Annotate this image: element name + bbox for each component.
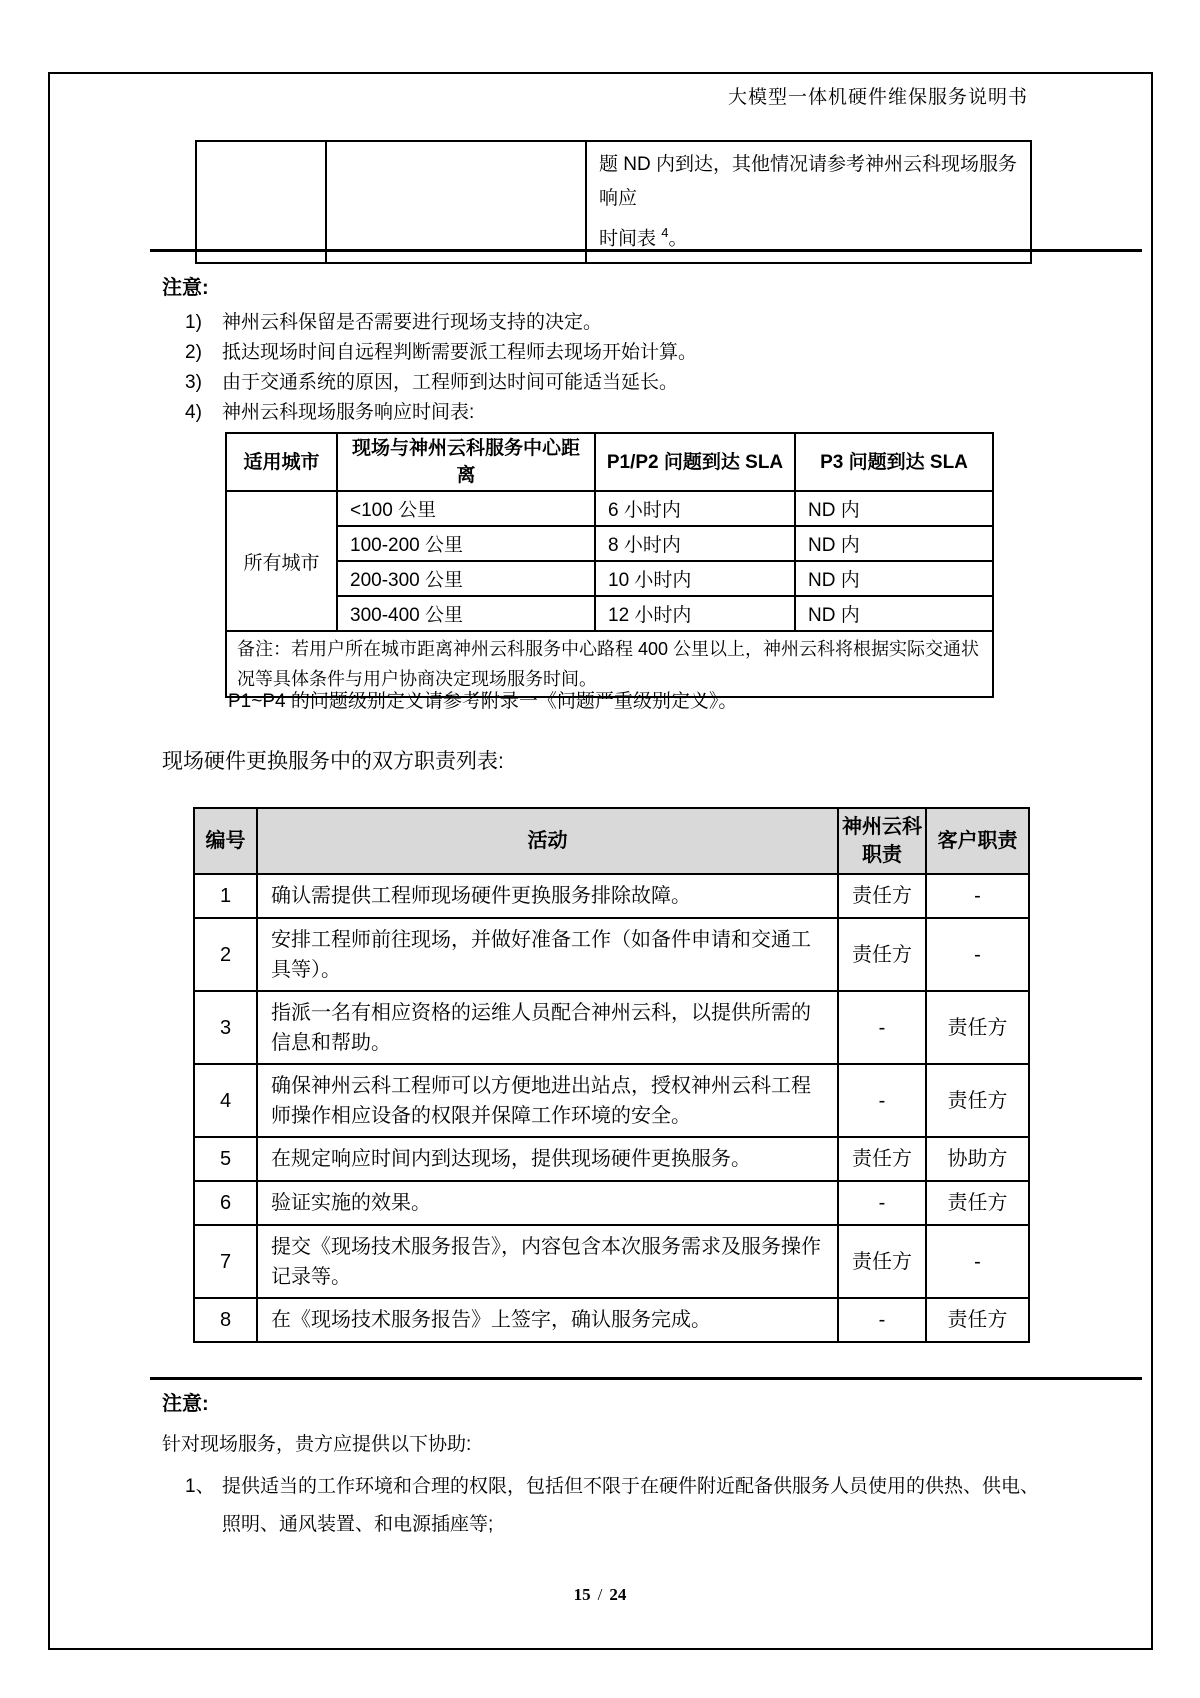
- note-item-text: 抵达现场时间自远程判断需要派工程师去现场开始计算。: [222, 342, 698, 363]
- resp-customer-cell: 责任方: [926, 991, 1029, 1064]
- footer-separator: /: [597, 1585, 603, 1604]
- resp-row: [194, 1064, 1029, 1137]
- assist-item-text: 提供适当的工作环境和合理的权限，包括但不限于在硬件附近配备供服务人员使用的供热、供电、照明、通风装置、和电源插座等;: [222, 1476, 1040, 1535]
- resp-no-cell: 7: [194, 1225, 257, 1298]
- continuation-line-1: 题 ND 内到达，其他情况请参考神州云科现场服务响应: [599, 154, 1018, 209]
- sla-p3-cell: ND 内: [795, 561, 993, 596]
- sla-distance-cell: 200-300 公里: [337, 561, 595, 596]
- note-item-number: 3): [185, 372, 202, 393]
- resp-header-no: 编号: [194, 808, 257, 874]
- section-divider-line-bottom: [150, 1377, 1142, 1380]
- sla-p3-cell: ND 内: [795, 596, 993, 631]
- resp-customer-cell: 责任方: [926, 1181, 1029, 1225]
- sla-p1p2-cell: 6 小时内: [595, 491, 795, 526]
- assist-item: [185, 1468, 1052, 1544]
- continuation-text-cell: [586, 141, 1031, 263]
- note-item: [185, 368, 697, 398]
- resp-activity-cell: 指派一名有相应资格的运维人员配合神州云科，以提供所需的信息和帮助。: [257, 991, 838, 1064]
- footer-total-pages: 24: [609, 1585, 627, 1604]
- note-item: [185, 338, 697, 368]
- note-item-text: 神州云科现场服务响应时间表:: [222, 402, 475, 423]
- sla-row: [226, 491, 993, 526]
- sla-row: [226, 526, 993, 561]
- resp-vendor-cell: -: [838, 991, 926, 1064]
- note-item: [185, 308, 697, 338]
- resp-activity-cell: 在规定响应时间内到达现场，提供现场硬件更换服务。: [257, 1137, 838, 1181]
- page-footer: [0, 1585, 1200, 1605]
- sla-p1p2-cell: 8 小时内: [595, 526, 795, 561]
- resp-activity-cell: 确认需提供工程师现场硬件更换服务排除故障。: [257, 874, 838, 918]
- sla-remark-cell: 备注：若用户所在城市距离神州云科服务中心路程 400 公里以上，神州云科将根据实际交通状况等具体条件与用户协商决定现场服务时间。: [226, 631, 993, 697]
- sla-header-p3: P3 问题到达 SLA: [795, 433, 993, 491]
- sla-distance-cell: 300-400 公里: [337, 596, 595, 631]
- sla-header-city: 适用城市: [226, 433, 337, 491]
- footer-page-number: 15: [573, 1585, 591, 1604]
- resp-row: [194, 874, 1029, 918]
- continuation-empty-cell-2: [326, 141, 586, 263]
- resp-vendor-cell: 责任方: [838, 874, 926, 918]
- p1p4-definition-note: P1~P4 的问题级别定义请参考附录一《问题严重级别定义》。: [228, 691, 738, 712]
- continuation-line-2: 时间表 $^4$。: [599, 225, 688, 250]
- resp-header-activity: 活动: [257, 808, 838, 874]
- resp-no-cell: 2: [194, 918, 257, 991]
- assist-intro: 针对现场服务，贵方应提供以下协助:: [162, 1434, 472, 1455]
- footnote-superscript: 4: [661, 225, 669, 240]
- resp-customer-cell: 协助方: [926, 1137, 1029, 1181]
- section-title: 现场硬件更换服务中的双方职责列表:: [162, 750, 504, 773]
- responsibilities-table: [193, 807, 1030, 1343]
- sla-distance-cell: 100-200 公里: [337, 526, 595, 561]
- section-divider-line-top: [150, 249, 1142, 252]
- resp-row: [194, 1298, 1029, 1342]
- resp-no-cell: 6: [194, 1181, 257, 1225]
- resp-no-cell: 5: [194, 1137, 257, 1181]
- resp-header-row: [194, 808, 1029, 874]
- resp-activity-cell: 安排工程师前往现场，并做好准备工作（如备件申请和交通工具等）。: [257, 918, 838, 991]
- sla-p3-cell: ND 内: [795, 491, 993, 526]
- sla-p1p2-cell: 12 小时内: [595, 596, 795, 631]
- continuation-row: [196, 141, 1031, 263]
- resp-no-cell: 4: [194, 1064, 257, 1137]
- resp-row: [194, 918, 1029, 991]
- resp-vendor-cell: -: [838, 1064, 926, 1137]
- sla-city-cell: 所有城市: [226, 491, 337, 631]
- resp-no-cell: 8: [194, 1298, 257, 1342]
- resp-vendor-cell: -: [838, 1298, 926, 1342]
- resp-activity-cell: 提交《现场技术服务报告》，内容包含本次服务需求及服务操作记录等。: [257, 1225, 838, 1298]
- resp-vendor-cell: 责任方: [838, 1225, 926, 1298]
- resp-row: [194, 1137, 1029, 1181]
- sla-header-p1p2: P1/P2 问题到达 SLA: [595, 433, 795, 491]
- sla-remark-row: [226, 631, 993, 697]
- note-item: [185, 398, 697, 428]
- sla-row: [226, 596, 993, 631]
- sla-p1p2-cell: 10 小时内: [595, 561, 795, 596]
- resp-customer-cell: 责任方: [926, 1064, 1029, 1137]
- note-item-text: 神州云科保留是否需要进行现场支持的决定。: [222, 312, 603, 333]
- sla-distance-cell: <100 公里: [337, 491, 595, 526]
- resp-header-vendor: 神州云科职责: [838, 808, 926, 874]
- document-header-title: 大模型一体机硬件维保服务说明书: [727, 87, 1028, 108]
- resp-row: [194, 991, 1029, 1064]
- sla-header-distance: 现场与神州云科服务中心距离: [337, 433, 595, 491]
- sla-response-time-table: [225, 432, 994, 698]
- resp-row: [194, 1181, 1029, 1225]
- note-item-text: 由于交通系统的原因，工程师到达时间可能适当延长。: [222, 372, 679, 393]
- sla-p3-cell: ND 内: [795, 526, 993, 561]
- resp-customer-cell: 责任方: [926, 1298, 1029, 1342]
- sla-header-row: [226, 433, 993, 491]
- resp-header-customer: 客户职责: [926, 808, 1029, 874]
- sla-row: [226, 561, 993, 596]
- note-list-1: [185, 308, 697, 428]
- continuation-empty-cell-1: [196, 141, 326, 263]
- resp-customer-cell: -: [926, 874, 1029, 918]
- note-label-1: 注意:: [162, 277, 209, 299]
- resp-vendor-cell: 责任方: [838, 1137, 926, 1181]
- resp-activity-cell: 确保神州云科工程师可以方便地进出站点，授权神州云科工程师操作相应设备的权限并保障工作环境的安全。: [257, 1064, 838, 1137]
- resp-customer-cell: -: [926, 918, 1029, 991]
- note-label-2: 注意:: [162, 1393, 209, 1415]
- note-item-number: 1): [185, 312, 202, 333]
- resp-activity-cell: 验证实施的效果。: [257, 1181, 838, 1225]
- resp-vendor-cell: 责任方: [838, 918, 926, 991]
- continuation-table: [195, 140, 1032, 264]
- resp-activity-cell: 在《现场技术服务报告》上签字，确认服务完成。: [257, 1298, 838, 1342]
- resp-vendor-cell: -: [838, 1181, 926, 1225]
- resp-row: [194, 1225, 1029, 1298]
- note-item-number: 2): [185, 342, 202, 363]
- resp-customer-cell: -: [926, 1225, 1029, 1298]
- assist-item-number: 1、: [185, 1476, 215, 1497]
- note-item-number: 4): [185, 402, 202, 423]
- resp-no-cell: 1: [194, 874, 257, 918]
- resp-no-cell: 3: [194, 991, 257, 1064]
